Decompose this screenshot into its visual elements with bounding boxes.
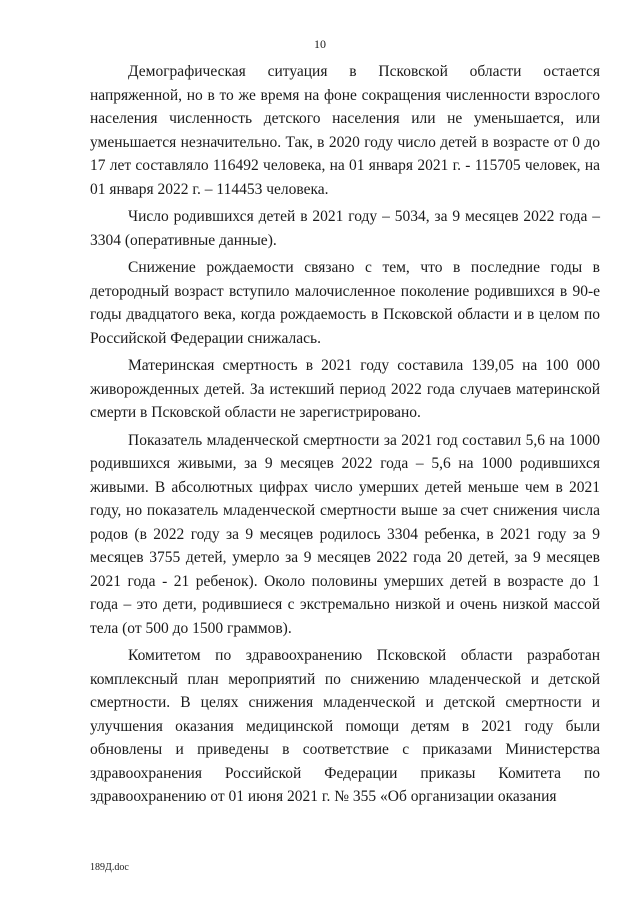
paragraph-demographic-situation: Демографическая ситуация в Псковской области остается напряженной, но в то же время на фоне сокращения численности взрослого населения численность детского населения или не уменьшается, или уменьшается незначительно. Так, в 2020 году число детей в возрасте от 0 до 17 лет составляло 116492 человека, на 01 января 2021 г. - 115705 человек, на 01 января 2022 г. – 114453 человека.	[90, 63, 600, 198]
page-number: 10	[314, 37, 326, 51]
paragraph-birth-rate-decline: Снижение рождаемости связано с тем, что в последние годы в детородный возраст вступило малочисленное поколение родившихся в 90-е годы двадцатого века, когда рождаемость в Псковской области и в целом по Российской Федерации снижалась.	[90, 259, 600, 347]
document-body	[90, 60, 600, 813]
paragraph-maternal-mortality: Материнская смертность в 2021 году составила 139,05 на 100 000 живорожденных детей. За истекший период 2022 года случаев материнской смерти в Псковской области не зарегистрировано.	[90, 357, 600, 421]
footer-filename: 189Д.doc	[90, 862, 129, 873]
paragraph-births-count: Число родившихся детей в 2021 году – 5034, за 9 месяцев 2022 года – 3304 (оперативные данные).	[90, 208, 600, 249]
paragraph-action-plan: Комитетом по здравоохранению Псковской области разработан комплексный план мероприятий по снижению младенческой и детской смертности. В целях снижения младенческой и детской смертности и улучшения оказания медицинской помощи детям в 2021 году были обновлены и приведены в соответствие с приказами Министерства здравоохранения Российской Федерации приказы Комитета по здравоохранению от 01 июня 2021 г. № 355 «Об организации оказания	[90, 647, 600, 805]
paragraph-infant-mortality: Показатель младенческой смертности за 2021 год составил 5,6 на 1000 родившихся живыми, за 9 месяцев 2022 года – 5,6 на 1000 родившихся живыми. В абсолютных цифрах число умерших детей меньше чем в 2021 году, но показатель младенческой смертности выше за счет снижения числа родов (в 2022 году за 9 месяцев родилось 3304 ребенка, в 2021 году за 9 месяцев 3755 детей, умерло за 9 месяцев 2022 года 20 детей, за 9 месяцев 2021 года - 21 ребенок). Около половины умерших детей в возрасте до 1 года – это дети, родившиеся с экстремально низкой и очень низкой массой тела (от 500 до 1500 граммов).	[90, 431, 600, 637]
